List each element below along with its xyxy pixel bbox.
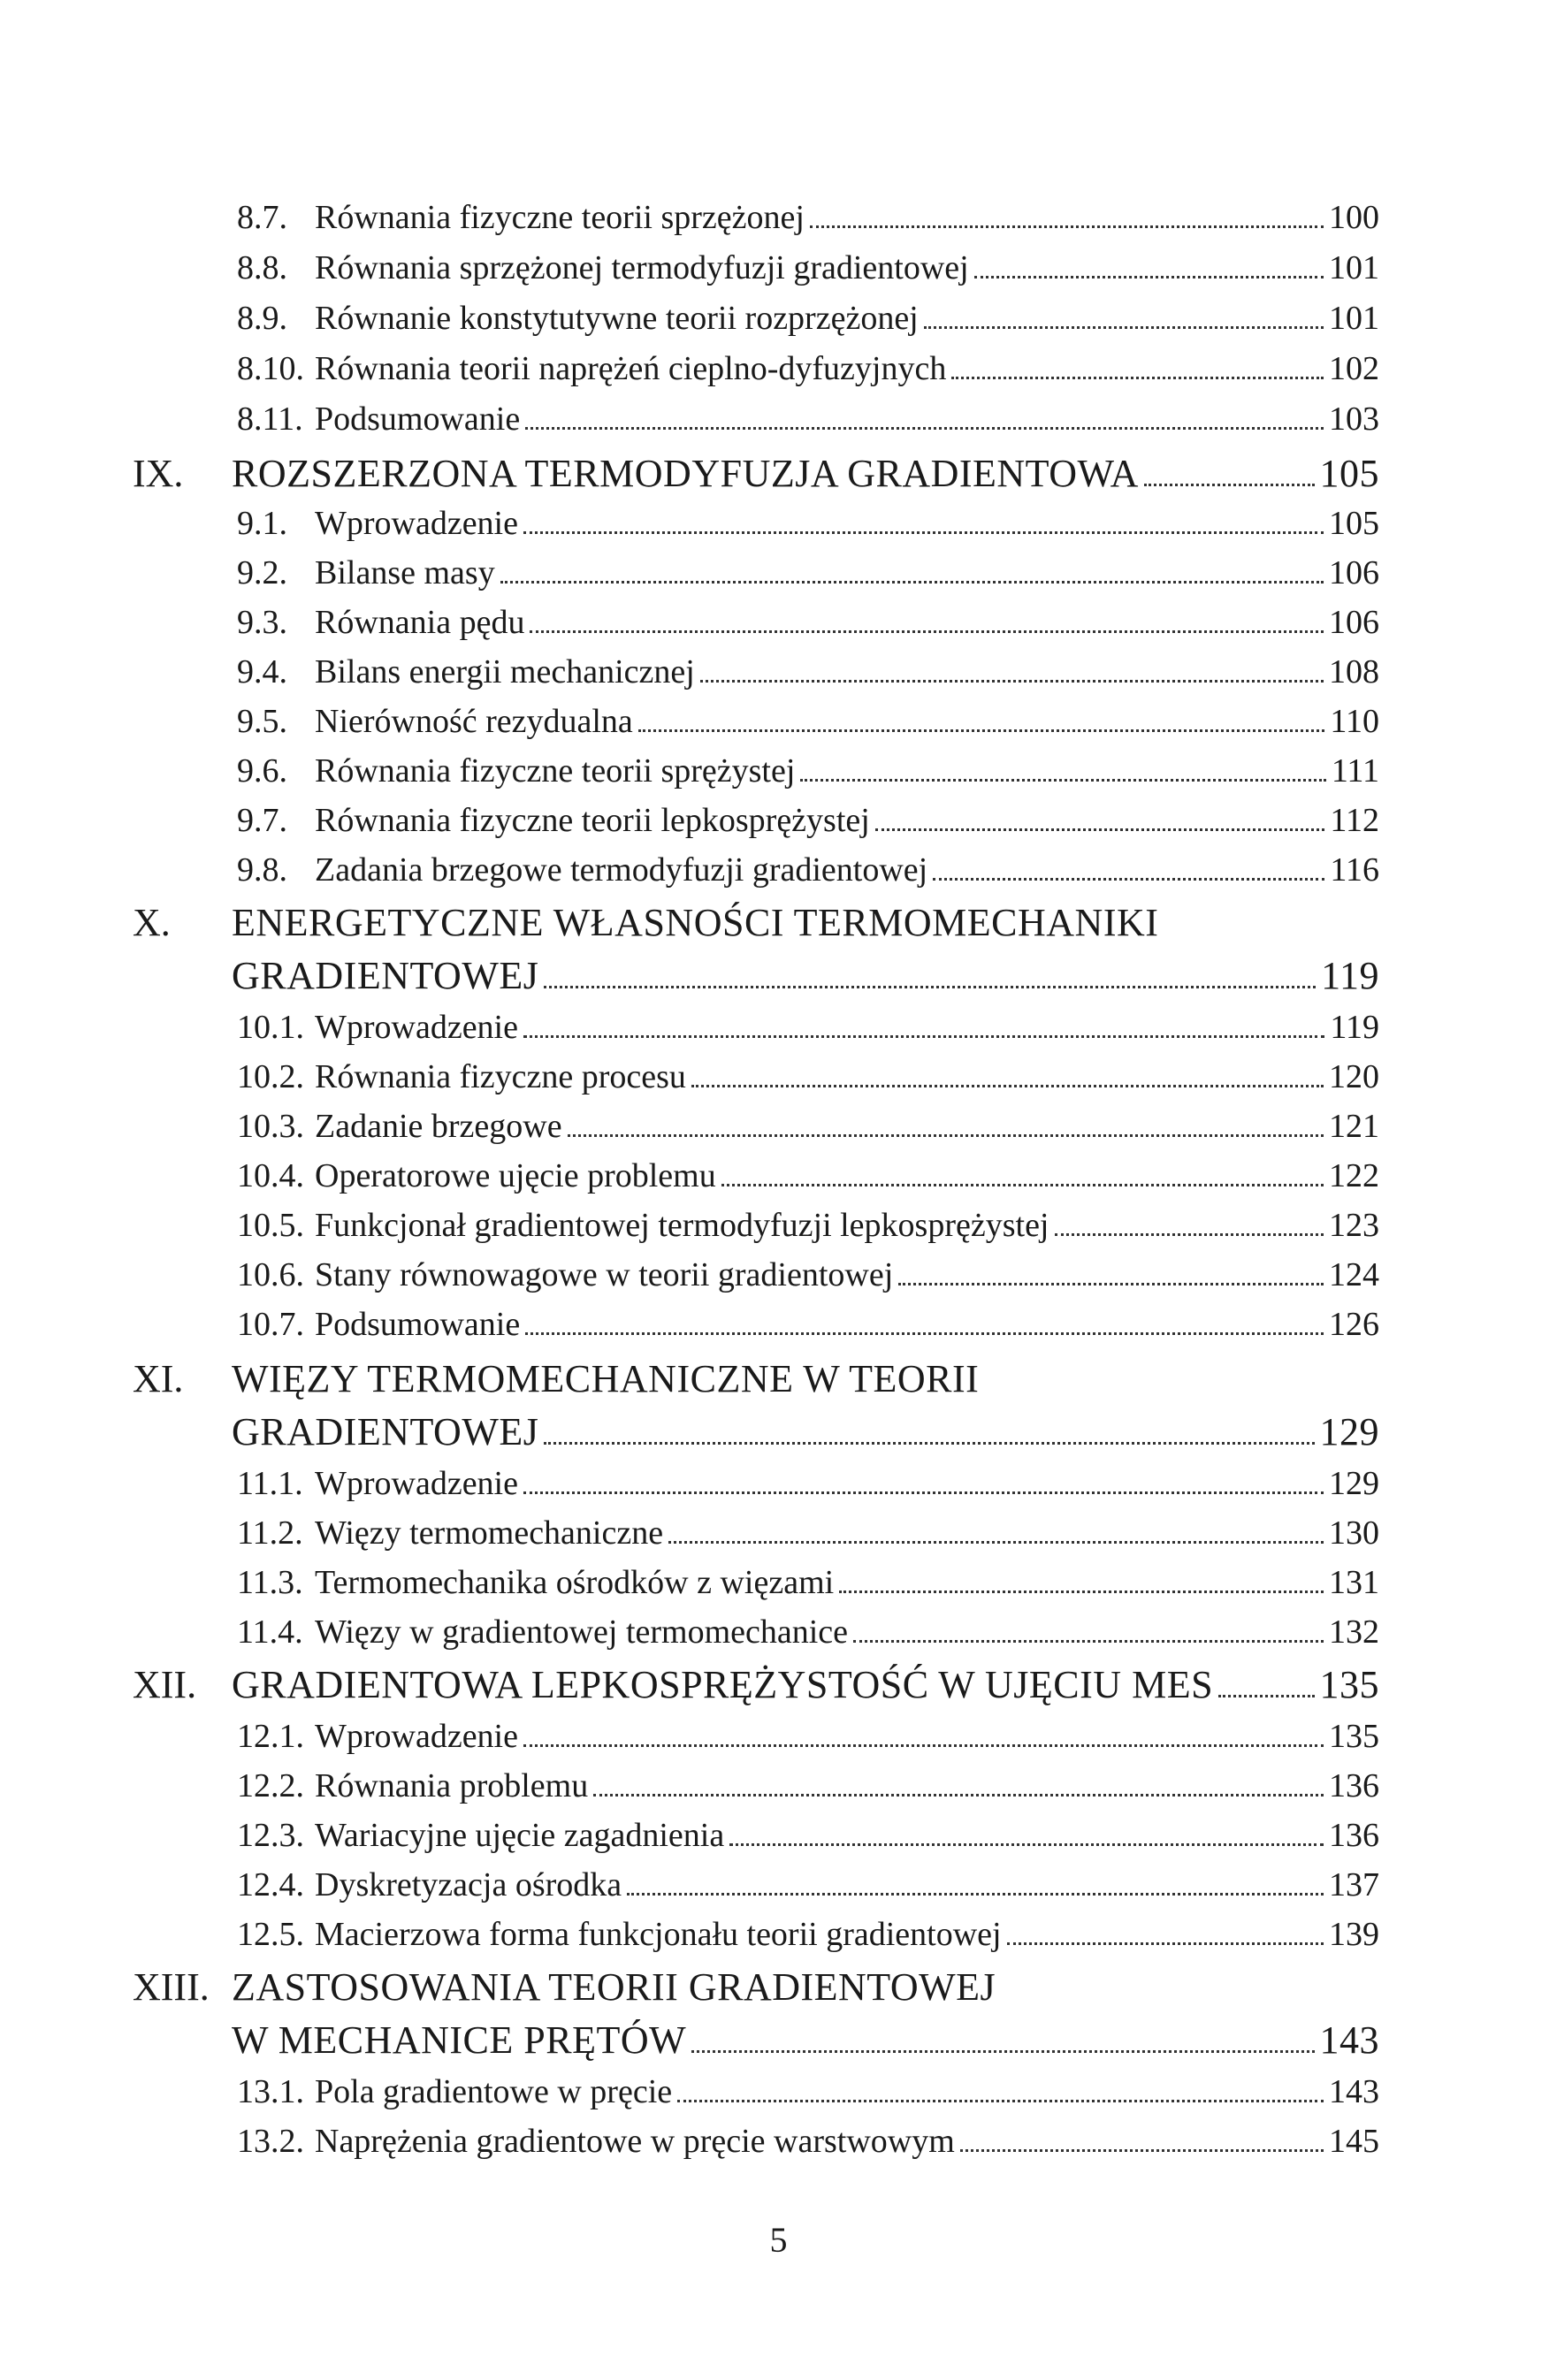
section-number: 11.2.: [237, 1514, 303, 1552]
toc-entry-9-1: [237, 504, 1379, 553]
dot-leader: [951, 377, 1324, 379]
page-ref: 135: [1329, 1718, 1379, 1755]
chapter-title: ZASTOSOWANIA TEORII GRADIENTOWEJ: [232, 1965, 996, 2009]
page-ref: 106: [1329, 554, 1379, 591]
dot-leader: [960, 2149, 1324, 2152]
dot-leader: [1055, 1233, 1324, 1236]
dot-leader: [627, 1893, 1324, 1896]
toc-chapter-10: [232, 953, 1379, 1006]
toc-entry-9-2: [237, 553, 1379, 603]
dot-leader: [525, 427, 1324, 430]
section-title: Wprowadzenie: [315, 1465, 518, 1502]
dot-leader: [691, 1085, 1324, 1087]
page-ref: 129: [1319, 1410, 1379, 1453]
toc-entry-10-1: [237, 1008, 1379, 1057]
toc-entry-8-11: [237, 400, 1379, 449]
section-title: Równania fizyczne teorii lepkosprężystej: [315, 802, 870, 839]
toc-chapter-11: [232, 1409, 1379, 1462]
toc-entry-10-3: [237, 1107, 1379, 1156]
toc-entry-10-5: [237, 1206, 1379, 1255]
chapter-number: XIII.: [133, 1965, 210, 2009]
page-ref: 129: [1329, 1465, 1379, 1502]
section-number: 9.2.: [237, 554, 287, 591]
chapter-number: XII.: [133, 1663, 197, 1706]
section-number: 10.6.: [237, 1256, 304, 1293]
page-ref: 135: [1319, 1663, 1379, 1706]
toc-entry-8-7: [237, 198, 1379, 248]
chapter-number: XI.: [133, 1357, 184, 1400]
section-title: Zadania brzegowe termodyfuzji gradientowej: [315, 851, 928, 889]
page-ref: 119: [1321, 954, 1379, 997]
page-ref: 110: [1330, 703, 1379, 740]
dot-leader: [839, 1590, 1324, 1593]
section-number: 10.1.: [237, 1009, 304, 1046]
section-title: Podsumowanie: [315, 1306, 521, 1343]
page-ref: 101: [1329, 300, 1379, 337]
section-title: Wariacyjne ujęcie zagadnienia: [315, 1817, 725, 1854]
page-ref: 137: [1329, 1866, 1379, 1903]
page-ref: 126: [1329, 1306, 1379, 1343]
dot-leader: [974, 276, 1324, 278]
section-number: 10.5.: [237, 1207, 304, 1244]
toc-chapter-9: [232, 451, 1379, 504]
section-number: 9.6.: [237, 752, 287, 790]
section-title: Podsumowanie: [315, 400, 521, 438]
section-title: Bilans energii mechanicznej: [315, 653, 695, 690]
page-ref: 143: [1319, 2018, 1379, 2062]
chapter-title-cont: GRADIENTOWEJ: [232, 1410, 539, 1453]
dot-leader: [691, 2050, 1314, 2053]
section-title: Równania fizyczne procesu: [315, 1058, 686, 1095]
section-title: Równania fizyczne teorii sprzężonej: [315, 199, 805, 236]
dot-leader: [523, 1744, 1324, 1747]
page-ref: 122: [1329, 1157, 1379, 1194]
toc-chapter-13: [232, 2018, 1379, 2071]
section-title: Więzy w gradientowej termomechanice: [315, 1613, 849, 1651]
section-number: 12.2.: [237, 1767, 304, 1804]
page-ref: 136: [1329, 1767, 1379, 1804]
section-title: Zadanie brzegowe: [315, 1108, 562, 1145]
section-title: Wprowadzenie: [315, 1718, 518, 1755]
section-number: 9.1.: [237, 505, 287, 542]
toc-entry-11-2: [237, 1514, 1379, 1563]
section-number: 8.8.: [237, 249, 287, 286]
dot-leader: [523, 1035, 1324, 1038]
dot-leader: [800, 779, 1325, 782]
toc-entry-11-4: [237, 1613, 1379, 1662]
section-number: 9.8.: [237, 851, 287, 889]
section-number: 11.1.: [237, 1465, 303, 1502]
section-number: 8.11.: [237, 400, 303, 438]
page-ref: 119: [1330, 1009, 1379, 1046]
toc-entry-9-5: [237, 702, 1379, 751]
page-ref: 139: [1329, 1916, 1379, 1953]
section-number: 10.3.: [237, 1108, 304, 1145]
dot-leader: [898, 1283, 1324, 1285]
section-number: 12.1.: [237, 1718, 304, 1755]
section-number: 10.2.: [237, 1058, 304, 1095]
section-title: Operatorowe ujęcie problemu: [315, 1157, 716, 1194]
section-title: Nierówność rezydualna: [315, 703, 633, 740]
dot-leader: [810, 225, 1324, 228]
page-number: 5: [769, 2220, 788, 2260]
section-title: Więzy termomechaniczne: [315, 1514, 664, 1552]
section-title: Stany równowagowe w teorii gradientowej: [315, 1256, 894, 1293]
section-title: Wprowadzenie: [315, 1009, 518, 1046]
dot-leader: [853, 1640, 1324, 1643]
toc-chapter-13-line1: [232, 1964, 1379, 2018]
dot-leader: [933, 878, 1324, 881]
dot-leader: [568, 1134, 1324, 1137]
section-number: 11.4.: [237, 1613, 303, 1651]
dot-leader: [1144, 484, 1315, 486]
page-ref: 143: [1329, 2073, 1379, 2110]
chapter-title: ENERGETYCZNE WŁASNOŚCI TERMOMECHANIKI: [232, 901, 1159, 944]
section-title: Równania sprzężonej termodyfuzji gradientowej: [315, 249, 969, 286]
chapter-title-cont: GRADIENTOWEJ: [232, 954, 539, 997]
dot-leader: [668, 1541, 1324, 1544]
chapter-number: IX.: [133, 452, 184, 495]
section-title: Funkcjonał gradientowej termodyfuzji lepkosprężystej: [315, 1207, 1049, 1244]
section-title: Termomechanika ośrodków z więzami: [315, 1564, 835, 1601]
section-title: Naprężenia gradientowe w pręcie warstwowym: [315, 2123, 955, 2160]
dot-leader: [700, 680, 1324, 683]
toc-entry-8-10: [237, 349, 1379, 399]
dot-leader: [525, 1332, 1324, 1335]
page-ref: 101: [1329, 249, 1379, 286]
toc-chapter-11-line1: [232, 1356, 1379, 1409]
toc-chapter-12: [232, 1662, 1379, 1715]
chapter-number: X.: [133, 901, 171, 944]
toc-entry-10-2: [237, 1057, 1379, 1107]
section-title: Bilanse masy: [315, 554, 495, 591]
page-ref: 112: [1330, 802, 1379, 839]
toc-entry-10-4: [237, 1156, 1379, 1206]
page-ref: 124: [1329, 1256, 1379, 1293]
page-ref: 111: [1331, 752, 1379, 790]
section-title: Macierzowa forma funkcjonału teorii gradientowej: [315, 1916, 1002, 1953]
page-ref: 106: [1329, 604, 1379, 641]
chapter-title: WIĘZY TERMOMECHANICZNE W TEORII: [232, 1357, 980, 1400]
page-ref: 105: [1329, 505, 1379, 542]
section-number: 13.1.: [237, 2073, 304, 2110]
dot-leader: [677, 2100, 1324, 2102]
section-title: Równania fizyczne teorii sprężystej: [315, 752, 796, 790]
dot-leader: [523, 531, 1324, 534]
dot-leader: [638, 729, 1325, 732]
page-ref: 100: [1329, 199, 1379, 236]
dot-leader: [593, 1794, 1324, 1796]
chapter-title: GRADIENTOWA LEPKOSPRĘŻYSTOŚĆ W UJĘCIU MES: [232, 1663, 1214, 1706]
dot-leader: [500, 581, 1324, 584]
toc-entry-10-7: [237, 1305, 1379, 1354]
page-ref: 103: [1329, 400, 1379, 438]
page-ref: 121: [1329, 1108, 1379, 1145]
section-number: 9.4.: [237, 653, 287, 690]
section-title: Dyskretyzacja ośrodka: [315, 1866, 622, 1903]
toc-entry-8-9: [237, 299, 1379, 348]
toc-entry-13-1: [237, 2072, 1379, 2122]
toc-entry-9-6: [237, 751, 1379, 801]
section-number: 11.3.: [237, 1564, 303, 1601]
section-number: 12.4.: [237, 1866, 304, 1903]
toc-chapter-10-line1: [232, 900, 1379, 953]
section-number: 12.3.: [237, 1817, 304, 1854]
section-number: 8.9.: [237, 300, 287, 337]
page-ref: 145: [1329, 2123, 1379, 2160]
page-ref: 123: [1329, 1207, 1379, 1244]
section-number: 9.7.: [237, 802, 287, 839]
page-ref: 120: [1329, 1058, 1379, 1095]
section-number: 8.7.: [237, 199, 287, 236]
page-ref: 102: [1329, 350, 1379, 387]
toc-entry-9-4: [237, 652, 1379, 702]
toc-entry-11-1: [237, 1464, 1379, 1514]
dot-leader: [729, 1843, 1324, 1846]
section-number: 9.3.: [237, 604, 287, 641]
section-number: 13.2.: [237, 2123, 304, 2160]
section-title: Pola gradientowe w pręcie: [315, 2073, 673, 2110]
chapter-title: ROZSZERZONA TERMODYFUZJA GRADIENTOWA: [232, 452, 1139, 495]
section-title: Równanie konstytutywne teorii rozprzężonej: [315, 300, 919, 337]
page-ref: 130: [1329, 1514, 1379, 1552]
toc-entry-8-8: [237, 248, 1379, 298]
page-ref: 131: [1329, 1564, 1379, 1601]
toc-entry-12-4: [237, 1865, 1379, 1915]
section-number: 8.10.: [237, 350, 304, 387]
toc-entry-12-3: [237, 1816, 1379, 1865]
dot-leader: [875, 828, 1325, 831]
toc-entry-12-5: [237, 1915, 1379, 1964]
dot-leader: [544, 986, 1316, 988]
dot-leader: [924, 326, 1324, 329]
section-title: Równania problemu: [315, 1767, 589, 1804]
chapter-title-cont: W MECHANICE PRĘTÓW: [232, 2018, 687, 2062]
page-ref: 108: [1329, 653, 1379, 690]
page-ref: 116: [1330, 851, 1379, 889]
section-number: 10.7.: [237, 1306, 304, 1343]
dot-leader: [721, 1184, 1324, 1186]
dot-leader: [1007, 1942, 1324, 1945]
dot-leader: [1218, 1695, 1314, 1697]
toc-entry-12-2: [237, 1766, 1379, 1816]
page-ref: 132: [1329, 1613, 1379, 1651]
toc-entry-10-6: [237, 1255, 1379, 1305]
toc-entry-11-3: [237, 1563, 1379, 1613]
section-title: Równania teorii naprężeń cieplno-dyfuzyjnych: [315, 350, 947, 387]
section-number: 9.5.: [237, 703, 287, 740]
toc-entry-9-8: [237, 851, 1379, 900]
section-number: 12.5.: [237, 1916, 304, 1953]
toc-entry-13-2: [237, 2122, 1379, 2171]
toc-entry-9-3: [237, 603, 1379, 652]
section-title: Wprowadzenie: [315, 505, 518, 542]
dot-leader: [523, 1491, 1324, 1494]
toc-entry-9-7: [237, 801, 1379, 851]
dot-leader: [544, 1442, 1314, 1445]
toc-entry-12-1: [237, 1717, 1379, 1766]
page-ref: 136: [1329, 1817, 1379, 1854]
section-title: Równania pędu: [315, 604, 525, 641]
dot-leader: [530, 630, 1324, 633]
section-number: 10.4.: [237, 1157, 304, 1194]
page-ref: 105: [1319, 452, 1379, 495]
